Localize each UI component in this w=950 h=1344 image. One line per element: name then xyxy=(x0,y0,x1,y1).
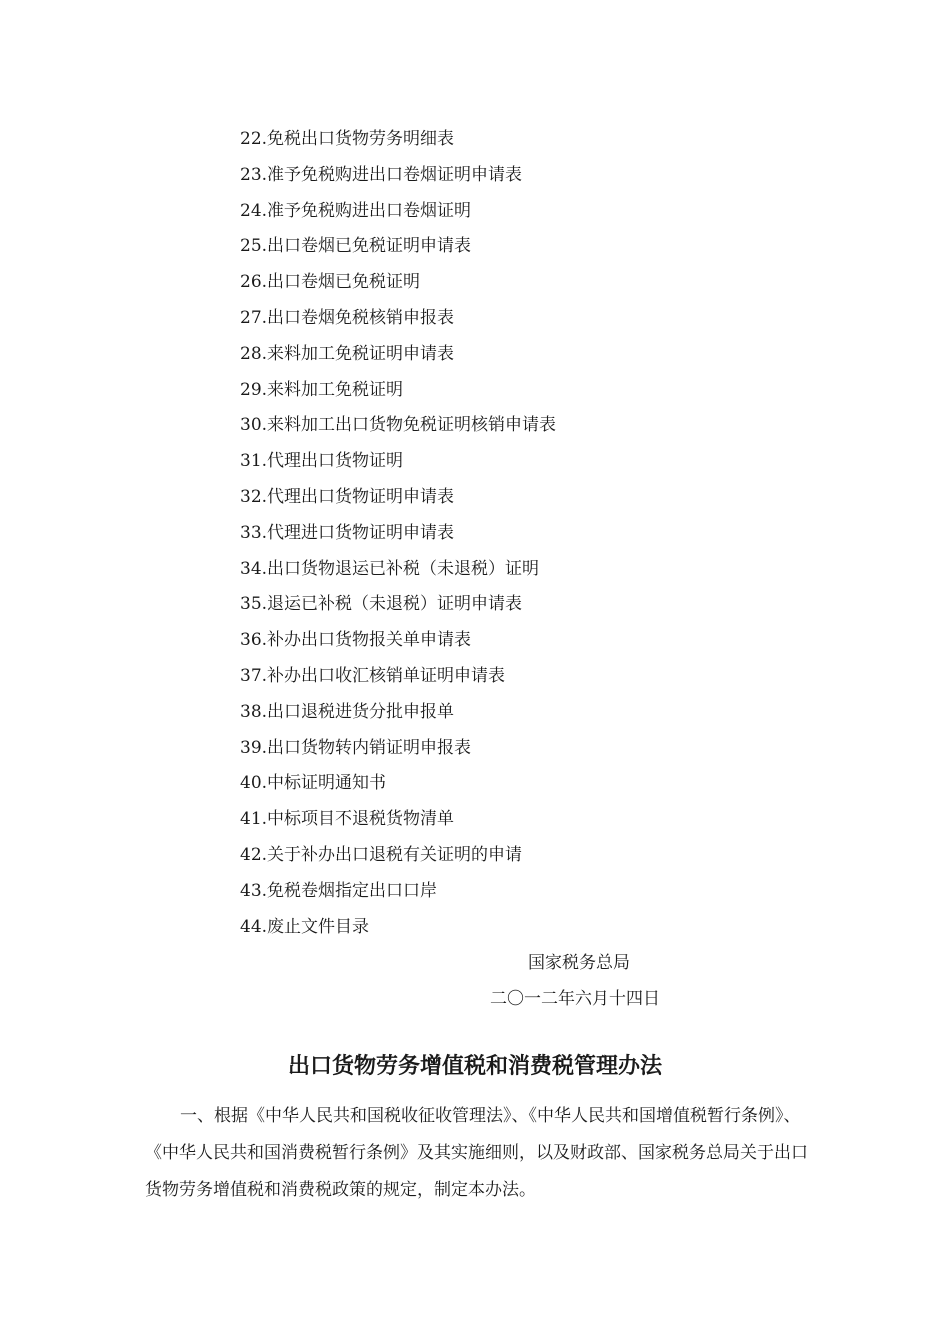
list-item: 29.来料加工免税证明 xyxy=(240,379,404,400)
list-item: 41.中标项目不退税货物清单 xyxy=(240,809,455,830)
list-item: 40.中标证明通知书 xyxy=(240,773,387,794)
body-paragraph xyxy=(145,1098,815,1209)
list-item: 32.代理出口货物证明申请表 xyxy=(240,486,455,507)
list-item: 34.出口货物退运已补税（未退税）证明 xyxy=(240,558,540,579)
list-item: 28.来料加工免税证明申请表 xyxy=(240,343,455,364)
list-item: 25.出口卷烟已免税证明申请表 xyxy=(240,236,472,257)
section-title: 出口货物劳务增值税和消费税管理办法 xyxy=(287,1053,662,1079)
list-item: 22.免税出口货物劳务明细表 xyxy=(240,129,455,149)
list-item: 26.出口卷烟已免税证明 xyxy=(240,272,421,293)
list-item: 38.出口退税进货分批申报单 xyxy=(240,701,455,722)
list-item: 43.免税卷烟指定出口口岸 xyxy=(240,880,438,901)
list-item: 42.关于补办出口退税有关证明的申请 xyxy=(240,844,523,865)
list-item: 36.补办出口货物报关单申请表 xyxy=(240,630,472,651)
issue-date: 二〇一二年六月十四日 xyxy=(490,989,660,1009)
paragraph-text: 一、根据《中华人民共和国税收征收管理法》、《中华人民共和国增值税暂行条例》、《中华人民共和国消费税暂行条例》及其实施细则，以及财政部、国家税务总局关于出口货物劳务增值税和消费税政策的规定，制定本办法。 xyxy=(145,1106,808,1200)
attachment-list xyxy=(240,122,556,945)
list-item: 23.准予免税购进出口卷烟证明申请表 xyxy=(240,164,523,185)
list-item: 39.出口货物转内销证明申报表 xyxy=(240,737,472,758)
list-item: 31.代理出口货物证明 xyxy=(240,451,404,472)
issuer-signature: 国家税务总局 xyxy=(528,953,630,973)
list-item: 35.退运已补税（未退税）证明申请表 xyxy=(240,594,523,615)
list-item: 33.代理进口货物证明申请表 xyxy=(240,522,455,543)
list-item: 44.废止文件目录 xyxy=(240,916,370,937)
list-item: 30.来料加工出口货物免税证明核销申请表 xyxy=(240,415,557,436)
list-item: 27.出口卷烟免税核销申报表 xyxy=(240,307,455,328)
list-item: 37.补办出口收汇核销单证明申请表 xyxy=(240,665,506,686)
list-item: 24.准予免税购进出口卷烟证明 xyxy=(240,200,472,221)
